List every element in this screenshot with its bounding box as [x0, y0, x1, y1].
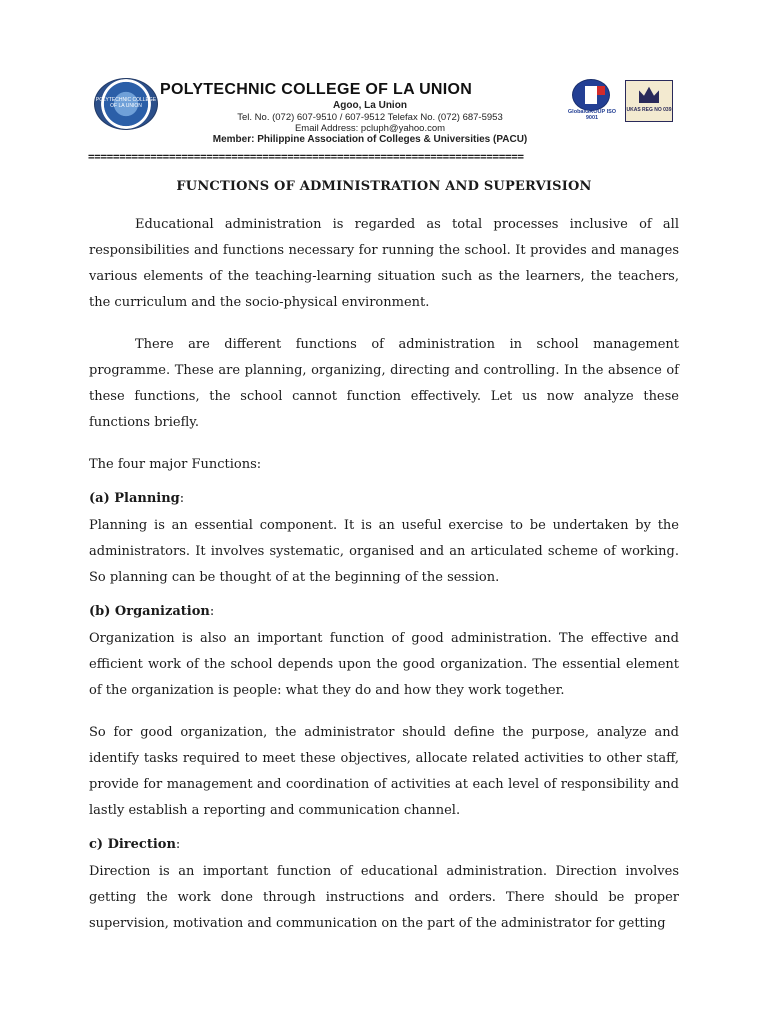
direction-body: Direction is an important function of educational administration. Direction involves getting the work done through instructions and orders. There should be proper supervision, motivation and communication on the part of the administrator for getting	[89, 864, 679, 931]
ukas-accreditation-logo	[625, 80, 673, 122]
header-divider: ======================================================================	[88, 150, 524, 163]
iso-certification-logo	[566, 79, 618, 121]
college-telephone: Tel. No. (072) 607-9510 / 607-9512 Telefax No. (072) 687-5953	[237, 112, 503, 123]
intro-paragraph: Educational administration is regarded as total processes inclusive of all responsibilities and functions necessary for running the school. It provides and manages various elements of the teaching-learning situation such as the learners, the teachers, the curriculum and the socio-physical environment.	[89, 217, 679, 310]
college-membership: Member: Philippine Association of Colleges & Universities (PACU)	[212, 134, 528, 145]
college-location: Agoo, La Union	[333, 100, 407, 111]
letterhead	[0, 0, 768, 152]
planning-heading-colon: :	[179, 491, 185, 506]
organization-heading	[89, 599, 679, 625]
crown-icon	[639, 85, 659, 103]
iso-logo-label: GlobalGROUP ISO 9001	[567, 109, 617, 121]
college-name: POLYTECHNIC COLLEGE OF LA UNION	[160, 81, 473, 98]
organization-heading-colon: :	[209, 604, 215, 619]
direction-heading-text: c) Direction	[89, 837, 176, 852]
direction-heading	[89, 832, 679, 858]
seal-lettering: POLYTECHNIC COLLEGE OF LA UNION	[95, 97, 157, 109]
ukas-logo-label: UKAS REG NO 039	[626, 107, 672, 113]
college-email: Email Address: pcluph@yahoo.com	[294, 123, 446, 134]
planning-body: Planning is an essential component. It is an useful exercise to be undertaken by the administrators. It involves systematic, organised and an articulated scheme of working. So planning can be thought of at the beginning of the session.	[89, 518, 679, 585]
functions-paragraph: There are different functions of administration in school management programme. These are planning, organizing, directing and controlling. In the absence of these functions, the school cannot function effectively. Let us now analyze these functions briefly.	[89, 337, 679, 430]
organization-body-2: So for good organization, the administrator should define the purpose, analyze and identify tasks required to meet these objectives, allocate related activities to other staff, provide for management and coordination of activities at each level of responsibility and lastly establish a reporting and communication channel.	[89, 725, 679, 818]
document-body	[89, 212, 679, 953]
planning-heading	[89, 486, 679, 512]
globe-icon	[572, 79, 610, 111]
organization-body-1: Organization is also an important function of good administration. The effective and efficient work of the school depends upon the good organization. The essential element of the organization is people: what they do and how they work together.	[89, 631, 679, 698]
organization-heading-text: (b) Organization	[89, 604, 210, 619]
major-functions-label: The four major Functions:	[89, 457, 262, 472]
document-title: FUNCTIONS OF ADMINISTRATION AND SUPERVISION	[176, 179, 592, 194]
planning-heading-text: (a) Planning	[89, 491, 180, 506]
direction-heading-colon: :	[175, 837, 181, 852]
